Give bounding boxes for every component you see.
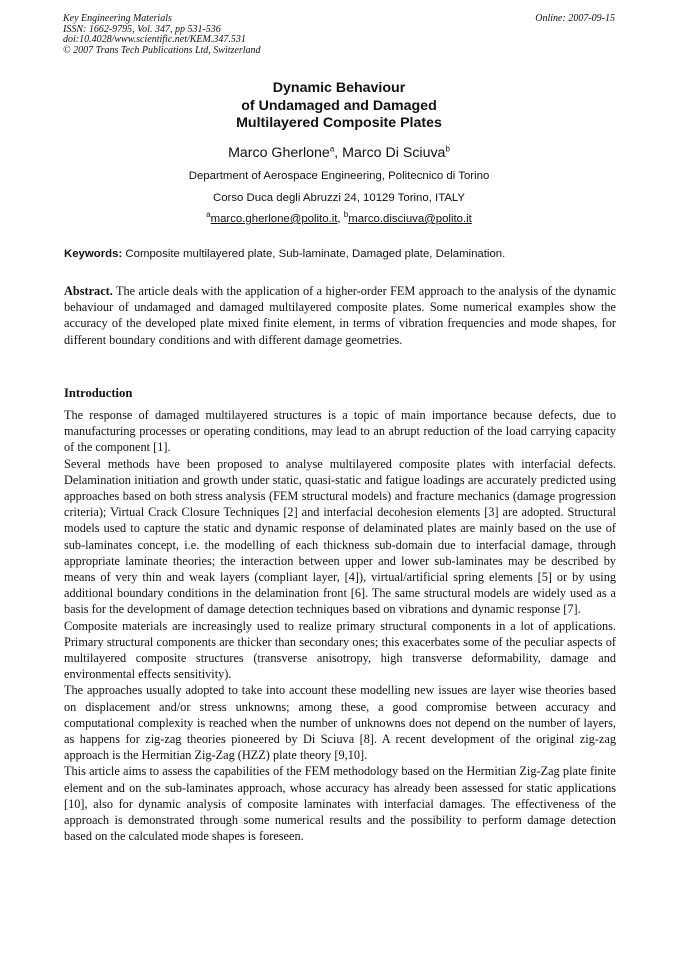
author-2-affil-mark: b <box>445 144 450 154</box>
journal-name: Key Engineering Materials <box>63 13 172 24</box>
email-a-mark: a <box>206 210 211 220</box>
email-b-link[interactable]: marco.disciuva@polito.it <box>348 213 472 225</box>
author-1-affil-mark: a <box>329 144 335 154</box>
doi-line: doi:10.4028/www.scientific.net/KEM.347.531 <box>63 34 246 46</box>
author-2: Marco Di Sciuva <box>342 145 446 161</box>
author-1: Marco Gherlone <box>228 145 330 161</box>
introduction-heading: Introduction <box>64 386 133 400</box>
abstract-text: The article deals with the application of a higher-order FEM approach to the analysis of the dynamic behaviour of undamaged and damaged multilayered composite plates. Some numerical examples show the accuracy of the developed plate mixed finite element, in terms of vibration frequencies and mode shapes, for different boundary conditions and with different damage geometries. <box>64 284 616 347</box>
abstract-label: Abstract. <box>64 284 113 298</box>
keywords-text: Composite multilayered plate, Sub-laminate, Damaged plate, Delamination. <box>122 248 506 260</box>
email-separator: , <box>337 213 344 225</box>
authors <box>0 145 678 161</box>
intro-paragraph-1: The response of damaged multilayered structures is a topic of main importance because defects, due to manufacturing processes or operating conditions, may lead to an abrupt reduction of the load carrying capacity of the component [1]. <box>64 408 616 455</box>
intro-paragraph-4: The approaches usually adopted to take into account these modelling new issues are layer wise theories based on displacement and/or stress unknowns; among these, a good compromise between accuracy and computational complexity is reached when the number of unknowns does not depend on the number of layers, as happens for zig-zag theories pioneered by Di Sciuva [8]. A recent development of the original zig-zag approach is the Hermitian Zig-Zag (HZZ) plate theory [9,10]. <box>64 683 616 763</box>
intro-paragraph-3: Composite materials are increasingly used to realize primary structural components in a lot of applications. Primary structural components are thicker than secondary ones; this exacerbates some of the peculiar aspects of multilayered composite structures (transverse anisotropy, high transverse deformability, damage and environmental effects sensitivity). <box>64 618 616 682</box>
issn-line: ISSN: 1662-9795, Vol. 347, pp 531-536 <box>63 23 221 35</box>
abstract <box>64 283 616 348</box>
affiliation-department: Department of Aerospace Engineering, Politecnico di Torino <box>188 170 490 182</box>
title-line-2: of Undamaged and Damaged <box>241 97 437 114</box>
introduction-body <box>64 407 616 844</box>
copyright-line: © 2007 Trans Tech Publications Ltd, Switzerland <box>63 44 261 56</box>
author-separator: , <box>334 145 343 161</box>
title-line-3: Multilayered Composite Plates <box>236 115 442 132</box>
journal-header <box>63 14 261 56</box>
email-b-mark: b <box>343 210 349 220</box>
intro-paragraph-5: This article aims to assess the capabilities of the FEM methodology based on the Hermitian Zig-Zag plate finite element and on the sub-laminates approach, whose accuracy has already been assessed for static applications [10], also for dynamic analysis of composite laminates with interfacial damages. The effectiveness of the approach is demonstrated through some numerical results and the possibility to perform damage detection based on the calculated mode shapes is foreseen. <box>64 764 616 844</box>
keywords-label: Keywords: <box>64 248 123 260</box>
paper-title <box>0 80 678 133</box>
intro-paragraph-2: Several methods have been proposed to analyse multilayered composite plates with interfacial defects. Delamination initiation and growth under static, quasi-static and fatigue loadings are accurately predicted using approaches based on both stress analysis (FEM structural models) and fracture mechanics (damage progression criteria); Virtual Crack Closure Techniques [2] and interfacial decohesion elements [3] are adopted. Structural models used to capture the static and dynamic response of delaminated plates are mainly based on the use of sub-laminates concept, i.e. the modelling of each thickness sub-domain due to interfacial damage, through appropriate laminate theories; the interaction between upper and lower sub-laminates may be described by means of very thin and weak layers (compliant layer, [4]), virtual/artificial spring elements [5] or by using additional boundary conditions in the delamination front [6]. The same structural models are widely used as a basis for the development of damage detection techniques based on vibrations and dynamic response [7]. <box>64 456 616 617</box>
keywords <box>64 248 616 260</box>
email-a-link[interactable]: marco.gherlone@polito.it <box>210 213 338 225</box>
affiliation-address: Corso Duca degli Abruzzi 24, 10129 Torino, ITALY <box>213 192 465 204</box>
online-date: Online: 2007-09-15 <box>535 13 615 24</box>
title-line-1: Dynamic Behaviour <box>272 80 406 96</box>
affiliation-emails <box>0 210 678 225</box>
